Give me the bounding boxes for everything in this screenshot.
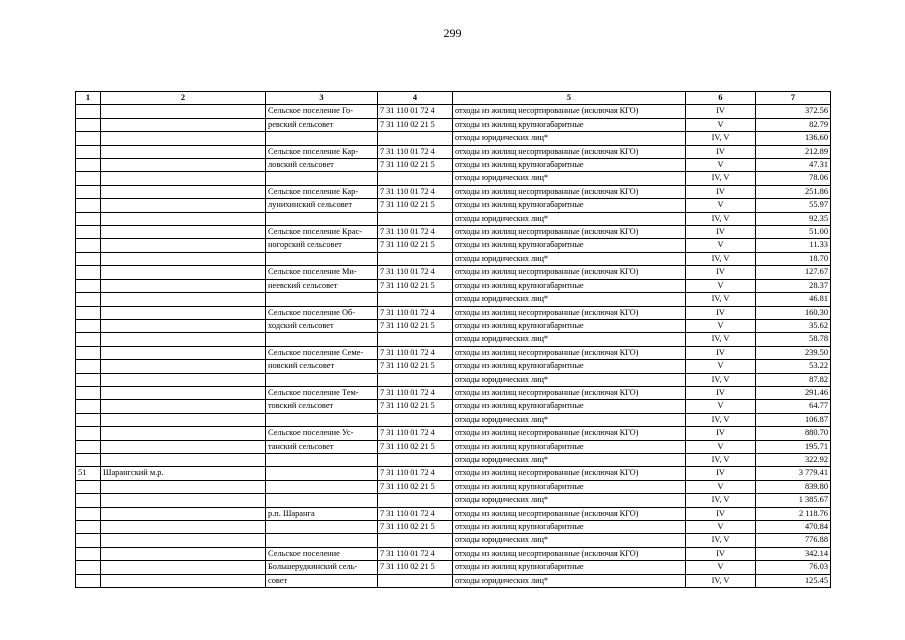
col-settlement-cell: товский сельсовет [266, 400, 378, 413]
col-number-cell [76, 427, 101, 440]
col-hazard-class-cell: V [686, 279, 756, 292]
col-waste-type-cell: отходы из жилищ крупногабаритные [453, 319, 686, 332]
col-fkko-code-cell [378, 252, 453, 265]
col-amount-cell: 82.79 [756, 118, 831, 131]
col-waste-type-cell: отходы юридических лиц* [453, 453, 686, 466]
col-fkko-code-cell: 7 31 110 02 21 5 [378, 521, 453, 534]
col-amount-cell: 64.77 [756, 400, 831, 413]
col-fkko-code-cell: 7 31 110 01 72 4 [378, 507, 453, 520]
col-number-cell [76, 185, 101, 198]
col-number-cell [76, 574, 101, 587]
table-row [76, 413, 831, 426]
col-number-cell [76, 252, 101, 265]
col-number-cell [76, 400, 101, 413]
col-fkko-code-cell [378, 373, 453, 386]
col-waste-type-cell: отходы юридических лиц* [453, 534, 686, 547]
col-district-cell [101, 346, 266, 359]
col-amount-cell: 78.06 [756, 172, 831, 185]
col-number-cell [76, 413, 101, 426]
table-row [76, 440, 831, 453]
table-row [76, 266, 831, 279]
col-hazard-class-cell: IV, V [686, 373, 756, 386]
col-hazard-class-cell: V [686, 561, 756, 574]
col-amount-cell: 28.37 [756, 279, 831, 292]
col-hazard-class-cell: IV [686, 507, 756, 520]
col-fkko-code-cell [378, 453, 453, 466]
col-district-cell: Шарангский м.р. [101, 467, 266, 480]
table-row [76, 346, 831, 359]
col-hazard-class-cell: V [686, 159, 756, 172]
col-fkko-code-cell: 7 31 110 01 72 4 [378, 547, 453, 560]
col-settlement-cell: танский сельсовет [266, 440, 378, 453]
col-amount-cell: 11.33 [756, 239, 831, 252]
col-district-cell [101, 574, 266, 587]
table-row [76, 400, 831, 413]
col-district-cell [101, 319, 266, 332]
col-fkko-code-cell [378, 494, 453, 507]
col-district-cell [101, 145, 266, 158]
col-hazard-class-cell: IV, V [686, 574, 756, 587]
col-district-cell [101, 306, 266, 319]
col-settlement-cell: Сельское поселение Тем- [266, 386, 378, 399]
col-hazard-class-cell: IV [686, 226, 756, 239]
col-district-cell [101, 400, 266, 413]
col-number-cell [76, 480, 101, 493]
col-fkko-code-cell [378, 413, 453, 426]
col-hazard-class-cell: IV, V [686, 534, 756, 547]
col-waste-type-cell: отходы из жилищ несортированные (исключая КГО) [453, 306, 686, 319]
col-district-cell [101, 440, 266, 453]
col-fkko-code-cell: 7 31 110 02 21 5 [378, 440, 453, 453]
col-fkko-code-cell: 7 31 110 02 21 5 [378, 118, 453, 131]
col-settlement-cell: новский сельсовет [266, 360, 378, 373]
col-settlement-cell [266, 252, 378, 265]
col-number-cell [76, 172, 101, 185]
col-amount-cell: 35.62 [756, 319, 831, 332]
col-fkko-code-cell: 7 31 110 01 72 4 [378, 427, 453, 440]
col-settlement-cell [266, 333, 378, 346]
col-district-cell [101, 118, 266, 131]
col-district-cell [101, 185, 266, 198]
col-settlement-cell: Сельское поселение Ус- [266, 427, 378, 440]
header-col-number: 1 [76, 92, 101, 105]
col-fkko-code-cell [378, 172, 453, 185]
col-number-cell [76, 226, 101, 239]
col-waste-type-cell: отходы из жилищ несортированные (исключая КГО) [453, 105, 686, 118]
col-amount-cell: 470.84 [756, 521, 831, 534]
col-hazard-class-cell: IV [686, 145, 756, 158]
col-district-cell [101, 252, 266, 265]
col-district-cell [101, 333, 266, 346]
col-settlement-cell: Сельское поселение Го- [266, 105, 378, 118]
table-row [76, 132, 831, 145]
col-district-cell [101, 226, 266, 239]
col-fkko-code-cell: 7 31 110 02 21 5 [378, 239, 453, 252]
col-waste-type-cell: отходы из жилищ несортированные (исключая КГО) [453, 386, 686, 399]
col-number-cell [76, 333, 101, 346]
col-number-cell [76, 266, 101, 279]
col-fkko-code-cell: 7 31 110 02 21 5 [378, 400, 453, 413]
table-row [76, 373, 831, 386]
col-waste-type-cell: отходы из жилищ крупногабаритные [453, 239, 686, 252]
col-number-cell [76, 293, 101, 306]
col-amount-cell: 18.70 [756, 252, 831, 265]
col-number-cell [76, 105, 101, 118]
col-settlement-cell: Сельское поселение Кар- [266, 145, 378, 158]
col-amount-cell: 106.87 [756, 413, 831, 426]
col-fkko-code-cell: 7 31 110 01 72 4 [378, 105, 453, 118]
col-settlement-cell [266, 453, 378, 466]
col-settlement-cell [266, 521, 378, 534]
col-fkko-code-cell: 7 31 110 02 21 5 [378, 360, 453, 373]
col-settlement-cell [266, 413, 378, 426]
col-amount-cell: 58.78 [756, 333, 831, 346]
col-number-cell [76, 534, 101, 547]
col-hazard-class-cell: IV [686, 467, 756, 480]
col-waste-type-cell: отходы юридических лиц* [453, 574, 686, 587]
col-amount-cell: 372.56 [756, 105, 831, 118]
col-amount-cell: 51.00 [756, 226, 831, 239]
table-row [76, 105, 831, 118]
col-number-cell [76, 212, 101, 225]
col-settlement-cell: ногорский сельсовет [266, 239, 378, 252]
col-fkko-code-cell: 7 31 110 02 21 5 [378, 159, 453, 172]
table-row [76, 252, 831, 265]
col-waste-type-cell: отходы из жилищ крупногабаритные [453, 159, 686, 172]
table-row [76, 561, 831, 574]
col-number-cell [76, 373, 101, 386]
col-hazard-class-cell: V [686, 400, 756, 413]
col-number-cell [76, 239, 101, 252]
col-fkko-code-cell: 7 31 110 02 21 5 [378, 561, 453, 574]
table-row [76, 547, 831, 560]
col-waste-type-cell: отходы юридических лиц* [453, 172, 686, 185]
col-hazard-class-cell: IV [686, 105, 756, 118]
header-col-settlement: 3 [266, 92, 378, 105]
col-amount-cell: 87.82 [756, 373, 831, 386]
col-amount-cell: 92.35 [756, 212, 831, 225]
col-fkko-code-cell: 7 31 110 01 72 4 [378, 386, 453, 399]
col-amount-cell: 839.80 [756, 480, 831, 493]
col-district-cell [101, 480, 266, 493]
col-waste-type-cell: отходы юридических лиц* [453, 494, 686, 507]
col-waste-type-cell: отходы юридических лиц* [453, 413, 686, 426]
col-district-cell [101, 266, 266, 279]
col-settlement-cell: Сельское поселение Об- [266, 306, 378, 319]
col-amount-cell: 212.89 [756, 145, 831, 158]
col-district-cell [101, 413, 266, 426]
header-col-district: 2 [101, 92, 266, 105]
col-fkko-code-cell: 7 31 110 01 72 4 [378, 226, 453, 239]
col-hazard-class-cell: V [686, 360, 756, 373]
col-district-cell [101, 159, 266, 172]
col-hazard-class-cell: IV, V [686, 453, 756, 466]
col-fkko-code-cell: 7 31 110 01 72 4 [378, 185, 453, 198]
table-row [76, 507, 831, 520]
col-fkko-code-cell: 7 31 110 02 21 5 [378, 480, 453, 493]
table-row [76, 574, 831, 587]
col-district-cell [101, 239, 266, 252]
table-row [76, 386, 831, 399]
col-number-cell [76, 132, 101, 145]
col-number-cell [76, 279, 101, 292]
col-number-cell [76, 159, 101, 172]
col-hazard-class-cell: IV [686, 386, 756, 399]
table-row [76, 212, 831, 225]
col-number-cell [76, 199, 101, 212]
col-district-cell [101, 132, 266, 145]
col-amount-cell: 76.03 [756, 561, 831, 574]
col-amount-cell: 776.88 [756, 534, 831, 547]
col-district-cell [101, 494, 266, 507]
col-hazard-class-cell: IV [686, 547, 756, 560]
col-district-cell [101, 279, 266, 292]
col-number-cell: 51 [76, 467, 101, 480]
col-waste-type-cell: отходы из жилищ несортированные (исключая КГО) [453, 547, 686, 560]
col-fkko-code-cell: 7 31 110 01 72 4 [378, 346, 453, 359]
col-hazard-class-cell: IV, V [686, 494, 756, 507]
col-district-cell [101, 172, 266, 185]
col-settlement-cell [266, 293, 378, 306]
col-hazard-class-cell: IV [686, 266, 756, 279]
col-fkko-code-cell: 7 31 110 02 21 5 [378, 199, 453, 212]
table-row [76, 480, 831, 493]
col-district-cell [101, 199, 266, 212]
col-settlement-cell: Сельское поселение Кар- [266, 185, 378, 198]
col-hazard-class-cell: IV, V [686, 333, 756, 346]
table-row [76, 118, 831, 131]
col-district-cell [101, 521, 266, 534]
col-waste-type-cell: отходы из жилищ крупногабаритные [453, 561, 686, 574]
table-header-row [76, 92, 831, 105]
table-row [76, 185, 831, 198]
col-waste-type-cell: отходы из жилищ несортированные (исключая КГО) [453, 226, 686, 239]
col-waste-type-cell: отходы юридических лиц* [453, 333, 686, 346]
col-fkko-code-cell: 7 31 110 01 72 4 [378, 145, 453, 158]
col-waste-type-cell: отходы юридических лиц* [453, 252, 686, 265]
col-hazard-class-cell: IV, V [686, 212, 756, 225]
col-number-cell [76, 306, 101, 319]
col-settlement-cell [266, 467, 378, 480]
col-waste-type-cell: отходы из жилищ несортированные (исключая КГО) [453, 427, 686, 440]
col-waste-type-cell: отходы из жилищ несортированные (исключая КГО) [453, 145, 686, 158]
table-row [76, 159, 831, 172]
col-hazard-class-cell: IV, V [686, 132, 756, 145]
col-district-cell [101, 293, 266, 306]
col-waste-type-cell: отходы из жилищ крупногабаритные [453, 400, 686, 413]
col-fkko-code-cell [378, 333, 453, 346]
col-fkko-code-cell: 7 31 110 01 72 4 [378, 467, 453, 480]
col-district-cell [101, 386, 266, 399]
col-waste-type-cell: отходы из жилищ крупногабаритные [453, 118, 686, 131]
col-amount-cell: 160.30 [756, 306, 831, 319]
col-district-cell [101, 507, 266, 520]
col-waste-type-cell: отходы из жилищ несортированные (исключая КГО) [453, 266, 686, 279]
col-number-cell [76, 386, 101, 399]
col-amount-cell: 1 385.67 [756, 494, 831, 507]
col-district-cell [101, 534, 266, 547]
col-fkko-code-cell [378, 132, 453, 145]
col-district-cell [101, 373, 266, 386]
col-fkko-code-cell: 7 31 110 02 21 5 [378, 279, 453, 292]
col-amount-cell: 239.50 [756, 346, 831, 359]
table-row [76, 521, 831, 534]
table-row [76, 333, 831, 346]
col-settlement-cell: Сельское поселение [266, 547, 378, 560]
col-waste-type-cell: отходы из жилищ несортированные (исключая КГО) [453, 507, 686, 520]
col-hazard-class-cell: IV, V [686, 172, 756, 185]
col-hazard-class-cell: IV [686, 306, 756, 319]
col-amount-cell: 55.97 [756, 199, 831, 212]
table-row [76, 494, 831, 507]
col-amount-cell: 322.92 [756, 453, 831, 466]
col-number-cell [76, 561, 101, 574]
col-waste-type-cell: отходы из жилищ несортированные (исключая КГО) [453, 185, 686, 198]
col-amount-cell: 136.60 [756, 132, 831, 145]
col-waste-type-cell: отходы из жилищ несортированные (исключая КГО) [453, 467, 686, 480]
col-settlement-cell [266, 212, 378, 225]
col-settlement-cell: Сельское поселение Крас- [266, 226, 378, 239]
col-amount-cell: 3 779.41 [756, 467, 831, 480]
col-number-cell [76, 547, 101, 560]
col-amount-cell: 53.22 [756, 360, 831, 373]
col-waste-type-cell: отходы из жилищ крупногабаритные [453, 199, 686, 212]
col-hazard-class-cell: IV, V [686, 413, 756, 426]
col-settlement-cell: совет [266, 574, 378, 587]
col-district-cell [101, 360, 266, 373]
col-amount-cell: 127.67 [756, 266, 831, 279]
col-fkko-code-cell [378, 534, 453, 547]
col-settlement-cell: р.п. Шаранга [266, 507, 378, 520]
col-hazard-class-cell: IV [686, 185, 756, 198]
col-number-cell [76, 319, 101, 332]
page-number: 299 [443, 26, 462, 40]
col-district-cell [101, 212, 266, 225]
col-settlement-cell: Большерудкинский сель- [266, 561, 378, 574]
col-hazard-class-cell: V [686, 521, 756, 534]
col-number-cell [76, 453, 101, 466]
table-row [76, 279, 831, 292]
col-number-cell [76, 440, 101, 453]
col-amount-cell: 195.71 [756, 440, 831, 453]
col-waste-type-cell: отходы юридических лиц* [453, 373, 686, 386]
col-settlement-cell: ревский сельсовет [266, 118, 378, 131]
col-number-cell [76, 521, 101, 534]
table-row [76, 453, 831, 466]
col-settlement-cell: неевский сельсовет [266, 279, 378, 292]
waste-registry-table [75, 91, 831, 588]
table-row [76, 534, 831, 547]
col-hazard-class-cell: V [686, 199, 756, 212]
col-district-cell [101, 547, 266, 560]
col-hazard-class-cell: V [686, 480, 756, 493]
table-row [76, 306, 831, 319]
col-waste-type-cell: отходы из жилищ крупногабаритные [453, 279, 686, 292]
col-amount-cell: 46.81 [756, 293, 831, 306]
col-district-cell [101, 561, 266, 574]
col-amount-cell: 125.45 [756, 574, 831, 587]
table-row [76, 226, 831, 239]
header-col-amount: 7 [756, 92, 831, 105]
col-settlement-cell [266, 132, 378, 145]
col-waste-type-cell: отходы юридических лиц* [453, 132, 686, 145]
col-number-cell [76, 118, 101, 131]
col-number-cell [76, 494, 101, 507]
table-row [76, 427, 831, 440]
col-district-cell [101, 105, 266, 118]
table-body [76, 105, 831, 588]
header-col-waste-type: 5 [453, 92, 686, 105]
col-settlement-cell [266, 534, 378, 547]
col-settlement-cell [266, 373, 378, 386]
col-hazard-class-cell: V [686, 118, 756, 131]
table-row [76, 145, 831, 158]
col-hazard-class-cell: V [686, 319, 756, 332]
col-hazard-class-cell: IV, V [686, 252, 756, 265]
col-hazard-class-cell: V [686, 440, 756, 453]
col-waste-type-cell: отходы юридических лиц* [453, 293, 686, 306]
col-waste-type-cell: отходы из жилищ крупногабаритные [453, 360, 686, 373]
col-settlement-cell: лунихинский сельсовет [266, 199, 378, 212]
table-row [76, 360, 831, 373]
col-fkko-code-cell [378, 212, 453, 225]
table-row [76, 172, 831, 185]
col-number-cell [76, 346, 101, 359]
header-col-fkko-code: 4 [378, 92, 453, 105]
col-hazard-class-cell: IV, V [686, 293, 756, 306]
col-number-cell [76, 360, 101, 373]
col-settlement-cell [266, 172, 378, 185]
table-row [76, 199, 831, 212]
col-settlement-cell [266, 494, 378, 507]
col-hazard-class-cell: IV [686, 427, 756, 440]
col-settlement-cell [266, 480, 378, 493]
col-hazard-class-cell: IV [686, 346, 756, 359]
table-row [76, 293, 831, 306]
col-district-cell [101, 453, 266, 466]
header-col-hazard-class: 6 [686, 92, 756, 105]
col-amount-cell: 291.46 [756, 386, 831, 399]
col-amount-cell: 2 118.76 [756, 507, 831, 520]
col-waste-type-cell: отходы юридических лиц* [453, 212, 686, 225]
table-row [76, 467, 831, 480]
col-fkko-code-cell: 7 31 110 01 72 4 [378, 266, 453, 279]
col-amount-cell: 251.86 [756, 185, 831, 198]
col-hazard-class-cell: V [686, 239, 756, 252]
col-settlement-cell: ходский сельсовет [266, 319, 378, 332]
col-district-cell [101, 427, 266, 440]
col-waste-type-cell: отходы из жилищ крупногабаритные [453, 440, 686, 453]
col-fkko-code-cell [378, 574, 453, 587]
col-fkko-code-cell [378, 293, 453, 306]
col-amount-cell: 342.14 [756, 547, 831, 560]
col-amount-cell: 47.31 [756, 159, 831, 172]
col-fkko-code-cell: 7 31 110 02 21 5 [378, 319, 453, 332]
col-amount-cell: 880.70 [756, 427, 831, 440]
col-number-cell [76, 145, 101, 158]
col-settlement-cell: ловский сельсовет [266, 159, 378, 172]
col-number-cell [76, 507, 101, 520]
table-row [76, 239, 831, 252]
col-waste-type-cell: отходы из жилищ крупногабаритные [453, 521, 686, 534]
table-row [76, 319, 831, 332]
col-fkko-code-cell: 7 31 110 01 72 4 [378, 306, 453, 319]
col-settlement-cell: Сельское поселение Семе- [266, 346, 378, 359]
col-settlement-cell: Сельское поселение Ми- [266, 266, 378, 279]
col-waste-type-cell: отходы из жилищ крупногабаритные [453, 480, 686, 493]
col-waste-type-cell: отходы из жилищ несортированные (исключая КГО) [453, 346, 686, 359]
